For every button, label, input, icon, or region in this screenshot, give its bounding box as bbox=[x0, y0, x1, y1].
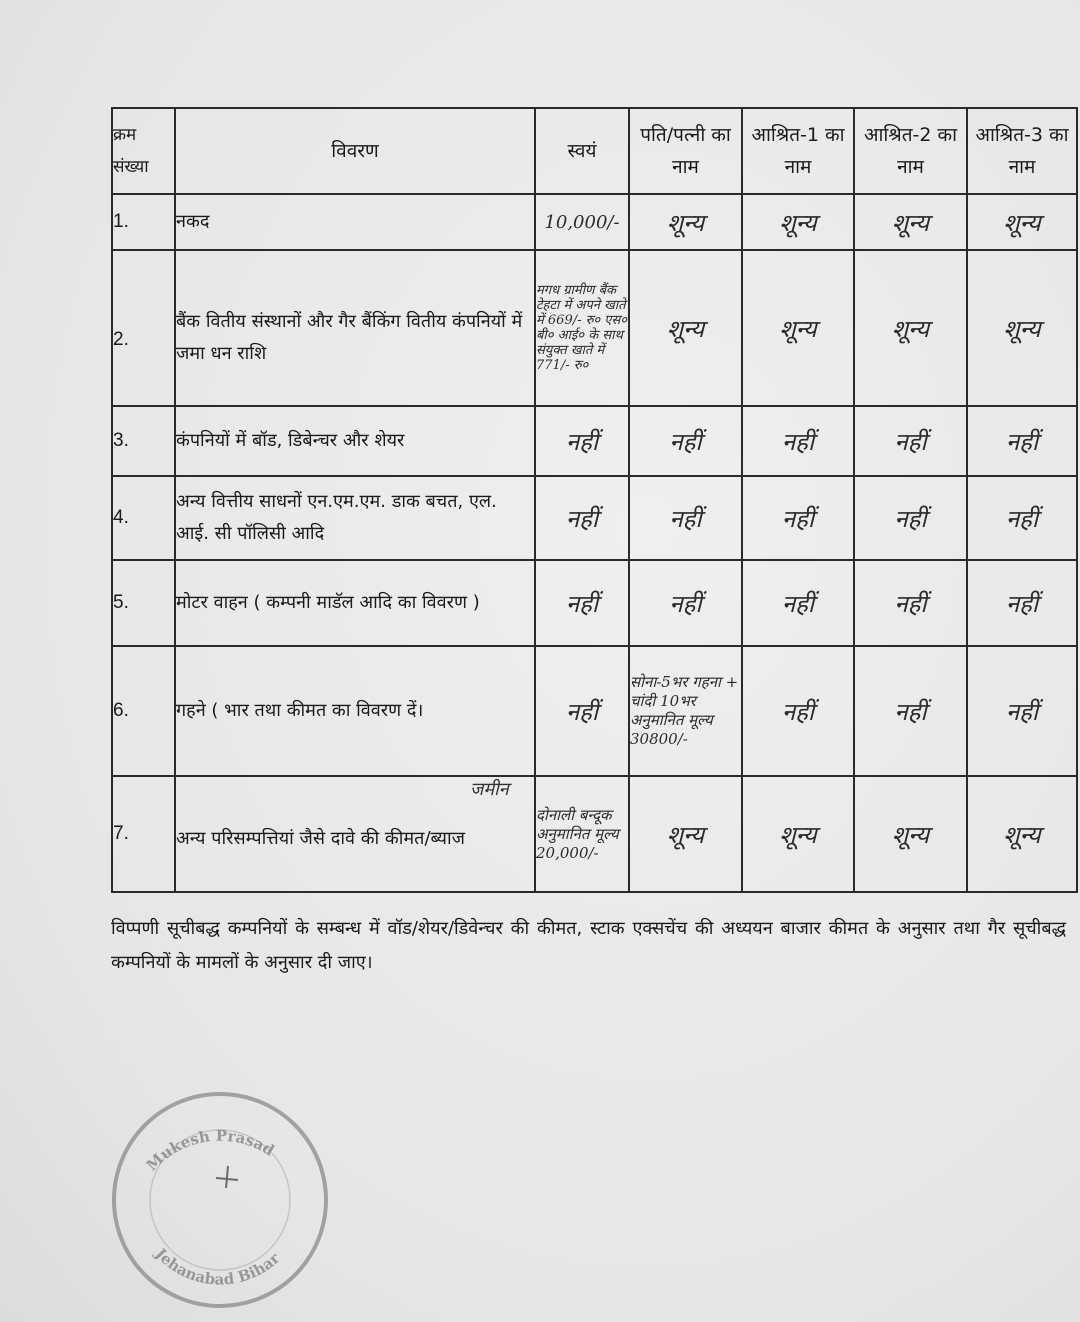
dependent-1-value: नहीं bbox=[742, 476, 854, 560]
dependent-3-value: नहीं bbox=[967, 646, 1077, 776]
dependent-1-value: शून्य bbox=[742, 776, 854, 892]
dependent-2-value: शून्य bbox=[854, 194, 967, 250]
self-value: नहीं bbox=[535, 560, 629, 646]
spouse-value: शून्य bbox=[629, 776, 742, 892]
dependent-1-value: नहीं bbox=[742, 406, 854, 476]
dependent-3-value: नहीं bbox=[967, 476, 1077, 560]
dependent-1-value: शून्य bbox=[742, 250, 854, 406]
row-serial: 3. bbox=[112, 406, 175, 476]
dependent-3-value: शून्य bbox=[967, 250, 1077, 406]
row-description: मोटर वाहन ( कम्पनी माडॅल आदि का विवरण ) bbox=[175, 560, 535, 646]
dependent-3-value: शून्य bbox=[967, 194, 1077, 250]
row-serial: 1. bbox=[112, 194, 175, 250]
header-serial: क्रम संख्या bbox=[112, 108, 175, 194]
self-value: 10,000/- bbox=[535, 194, 629, 250]
header-dependent-2: आश्रित-2 का नाम bbox=[854, 108, 967, 194]
row-description: कंपनियों में बॉड, डिबेन्चर और शेयर bbox=[175, 406, 535, 476]
table-row bbox=[112, 776, 1077, 892]
header-dependent-3: आश्रित-3 का नाम bbox=[967, 108, 1077, 194]
row-description: अन्य वित्तीय साधनों एन.एम.एम. डाक बचत, एल. आई. सी पॉलिसी आदि bbox=[175, 476, 535, 560]
self-value: नहीं bbox=[535, 406, 629, 476]
dependent-2-value: नहीं bbox=[854, 560, 967, 646]
table-row bbox=[112, 406, 1077, 476]
footnote-text: विप्पणी सूचीबद्ध कम्पनियों के सम्बन्ध में वॉड/शेयर/डिवेन्चर की कीमत, स्टाक एक्सचेंच की अध्ययन बाजार कीमत के अनुसार तथा गैर सूचीबद्ध कम्पनियों के मामलों के अनुसार दी जाए। bbox=[111, 918, 1066, 973]
svg-text:Mukesh Prasad bbox=[143, 1127, 278, 1175]
table-row bbox=[112, 560, 1077, 646]
dependent-2-value: नहीं bbox=[854, 406, 967, 476]
row-description: गहने ( भार तथा कीमत का विवरण दें। bbox=[175, 646, 535, 776]
dependent-1-value: शून्य bbox=[742, 194, 854, 250]
stamp-bottom-text: Jehanabad Bihar bbox=[151, 1244, 284, 1289]
table-row bbox=[112, 250, 1077, 406]
row-serial: 7. bbox=[112, 776, 175, 892]
row-description: नकद bbox=[175, 194, 535, 250]
dependent-1-value: नहीं bbox=[742, 646, 854, 776]
dependent-2-value: नहीं bbox=[854, 646, 967, 776]
stamp-signature-mark bbox=[216, 1166, 238, 1188]
spouse-value: सोना-5भर गहना + चांदी 10भर अनुमानित मूल्य 30800/- bbox=[629, 646, 742, 776]
row-serial: 6. bbox=[112, 646, 175, 776]
row-serial: 4. bbox=[112, 476, 175, 560]
table-row bbox=[112, 476, 1077, 560]
table-header-row bbox=[112, 108, 1077, 194]
table-row bbox=[112, 646, 1077, 776]
dependent-3-value: नहीं bbox=[967, 406, 1077, 476]
spouse-value: शून्य bbox=[629, 250, 742, 406]
dependent-3-value: नहीं bbox=[967, 560, 1077, 646]
self-value: दोनाली बन्दूक अनुमानित मूल्य 20,000/- bbox=[535, 776, 629, 892]
dependent-2-value: नहीं bbox=[854, 476, 967, 560]
dependent-2-value: शून्य bbox=[854, 250, 967, 406]
official-stamp-seal bbox=[100, 1080, 340, 1320]
spouse-value: शून्य bbox=[629, 194, 742, 250]
header-description: विवरण bbox=[175, 108, 535, 194]
header-dependent-1: आश्रित-1 का नाम bbox=[742, 108, 854, 194]
spouse-value: नहीं bbox=[629, 560, 742, 646]
row-description: बैंक वितीय संस्थानों और गैर बैंकिंग वितीय कंपनियों में जमा धन राशि bbox=[175, 250, 535, 406]
header-self: स्वयं bbox=[535, 108, 629, 194]
assets-table bbox=[111, 107, 1078, 893]
row-serial: 2. bbox=[112, 250, 175, 406]
self-value: नहीं bbox=[535, 476, 629, 560]
handwritten-margin-note: जमीन bbox=[470, 779, 509, 800]
row-description: अन्य परिसम्पत्तियां जैसे दावे की कीमत/ब्याज bbox=[175, 776, 535, 892]
dependent-2-value: शून्य bbox=[854, 776, 967, 892]
spouse-value: नहीं bbox=[629, 406, 742, 476]
stamp-top-text: Mukesh Prasad bbox=[142, 1126, 278, 1175]
self-value: नहीं bbox=[535, 646, 629, 776]
spouse-value: नहीं bbox=[629, 476, 742, 560]
header-spouse: पति/पत्नी का नाम bbox=[629, 108, 742, 194]
self-value: मगध ग्रामीण बैंक टेहटा में अपने खाते में 669/- रु० एस० बी० आई० के साथ संयुक्त खाते में 771/- रु० bbox=[535, 250, 629, 406]
table-row bbox=[112, 194, 1077, 250]
row-serial: 5. bbox=[112, 560, 175, 646]
dependent-3-value: शून्य bbox=[967, 776, 1077, 892]
dependent-1-value: नहीं bbox=[742, 560, 854, 646]
